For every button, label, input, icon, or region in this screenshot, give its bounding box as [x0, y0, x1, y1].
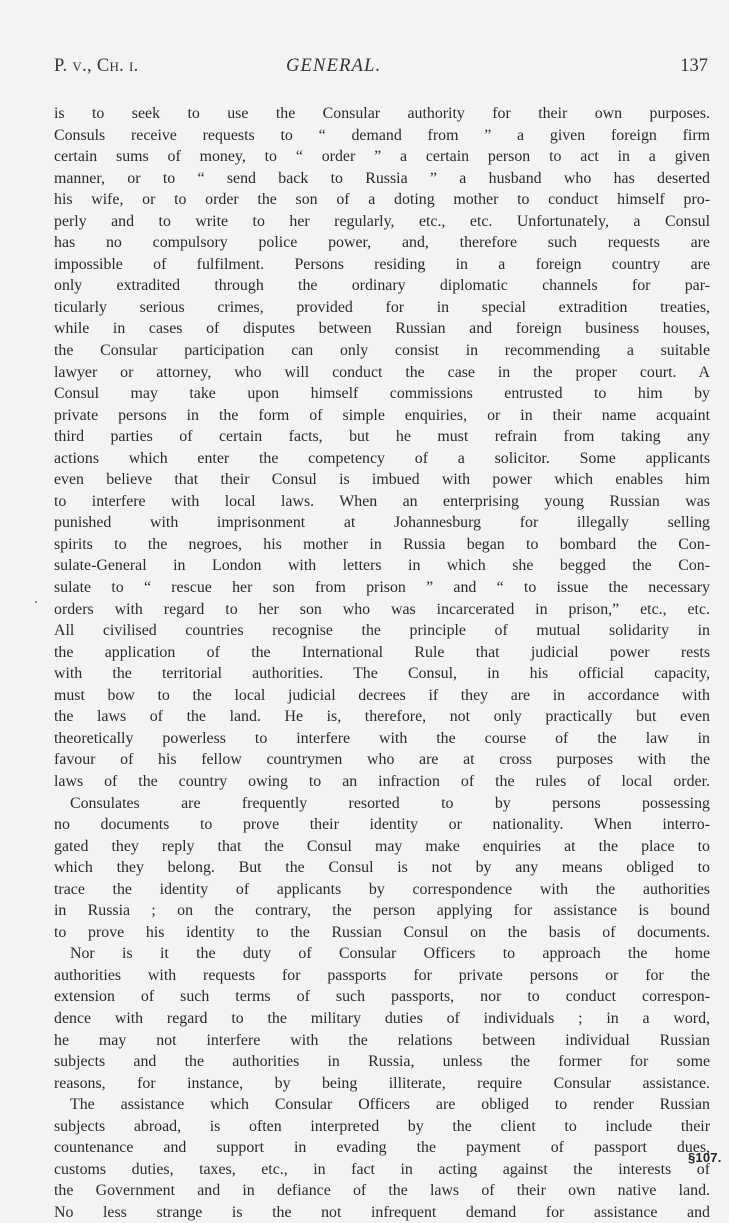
text-line: subjects and the authorities in Russia, unless the former for some: [54, 1053, 710, 1071]
running-head: [54, 56, 710, 84]
text-line: favour of his fellow countrymen who are at cross purposes with the: [54, 751, 710, 769]
text-line: extension of such terms of such passports, nor to conduct correspon-: [54, 988, 710, 1006]
text-line: is to seek to use the Consular authority for their own purposes.: [54, 105, 710, 122]
text-line: customs duties, taxes, etc., in fact in acting against the interests of: [54, 1160, 710, 1178]
text-line: the Consular participation can only consist in recommending a suitable: [54, 342, 710, 360]
text-line: actions which enter the competency of a solicitor. Some applicants: [54, 449, 710, 467]
text-line: third parties of certain facts, but he must refrain from taking any: [54, 428, 710, 446]
text-line: sulate to “ rescue her son from prison ” and “ to issue the necessary: [54, 579, 710, 597]
text-line: which they belong. But the Consul is not by any means obliged to: [54, 859, 710, 877]
text-line: perly and to write to her regularly, etc., etc. Unfortunately, a Consul: [54, 212, 710, 230]
text-line: Consul may take upon himself commissions entrusted to him by: [54, 385, 710, 403]
text-line: his wife, or to order the son of a doting mother to conduct himself pro-: [54, 191, 710, 209]
text-line: he may not interfere with the relations between individual Russian: [54, 1031, 710, 1049]
text-line: No less strange is the not infrequent demand for assistance and: [54, 1203, 710, 1221]
text-line: to prove his identity to the Russian Consul on the basis of documents.: [54, 923, 710, 941]
text-line: gated they reply that the Consul may make enquiries at the place to: [54, 837, 710, 855]
text-line: Consuls receive requests to “ demand from ” a given foreign firm: [54, 126, 710, 144]
text-line: theoretically powerless to interfere with the course of the law in: [54, 729, 710, 747]
running-title: GENERAL.: [286, 56, 382, 76]
text-line: laws of the country owing to an infraction of the rules of local order.: [54, 772, 710, 790]
text-line: spirits to the negroes, his mother in Russia began to bombard the Con-: [54, 535, 710, 553]
text-line: the application of the International Rule that judicial power rests: [54, 643, 710, 661]
chapter-reference: P. v., Ch. i.: [54, 56, 139, 76]
text-line: to interfere with local laws. When an enterprising young Russian was: [54, 492, 710, 510]
text-line: private persons in the form of simple enquiries, or in their name acquaint: [54, 406, 710, 424]
text-line: sulate-General in London with letters in which she begged the Con-: [54, 557, 710, 575]
text-line: in Russia ; on the contrary, the person applying for assistance is bound: [54, 902, 710, 920]
text-line: lawyer or attorney, who will conduct the case in the proper court. A: [54, 363, 710, 381]
text-line: manner, or to “ send back to Russia ” a husband who has deserted: [54, 169, 710, 187]
text-line: ticularly serious crimes, provided for in special extradition treaties,: [54, 298, 710, 316]
text-line: must bow to the local judicial decrees if they are in accordance with: [54, 686, 710, 704]
text-line: certain sums of money, to “ order ” a certain person to act in a given: [54, 148, 710, 166]
text-line: while in cases of disputes between Russian and foreign business houses,: [54, 320, 710, 338]
paragraph-start-line: Consulates are frequently resorted to by persons possessing: [70, 794, 710, 812]
text-line: reasons, for instance, by being illiterate, require Consular assistance.: [54, 1074, 710, 1092]
paragraph-start-line: Nor is it the duty of Consular Officers to approach the home: [70, 945, 710, 963]
text-line: even believe that their Consul is imbued with power which enables him: [54, 471, 710, 489]
text-line: dence with regard to the military duties of individuals ; in a word,: [54, 1009, 710, 1027]
text-line: no documents to prove their identity or nationality. When interro-: [54, 816, 710, 834]
text-line: has no compulsory police power, and, therefore such requests are: [54, 234, 710, 252]
text-line: All civilised countries recognise the principle of mutual solidarity in: [54, 622, 710, 640]
text-line: only extradited through the ordinary diplomatic channels for par-: [54, 277, 710, 295]
text-line: punished with imprisonment at Johannesburg for illegally selling: [54, 514, 710, 532]
page-number: 137: [680, 56, 708, 76]
print-speck: [35, 601, 37, 603]
body-text: [54, 103, 710, 1223]
text-line: subjects abroad, is often interpreted by the client to include their: [54, 1117, 710, 1135]
text-line: orders with regard to her son who was incarcerated in prison,” etc., etc.: [54, 600, 710, 618]
text-line: impossible of fulfilment. Persons residing in a foreign country are: [54, 255, 710, 273]
text-line: authorities with requests for passports for private persons or for the: [54, 966, 710, 984]
text-line: the Government and in defiance of the laws of their own native land.: [54, 1182, 710, 1200]
section-mark: §107.: [688, 1150, 722, 1165]
text-line: countenance and support in evading the payment of passport dues,: [54, 1139, 710, 1157]
text-line: trace the identity of applicants by correspondence with the authorities: [54, 880, 710, 898]
text-line: with the territorial authorities. The Consul, in his official capacity,: [54, 665, 710, 683]
paragraph-start-line: The assistance which Consular Officers are obliged to render Russian: [70, 1096, 710, 1114]
text-line: the laws of the land. He is, therefore, not only practically but even: [54, 708, 710, 726]
